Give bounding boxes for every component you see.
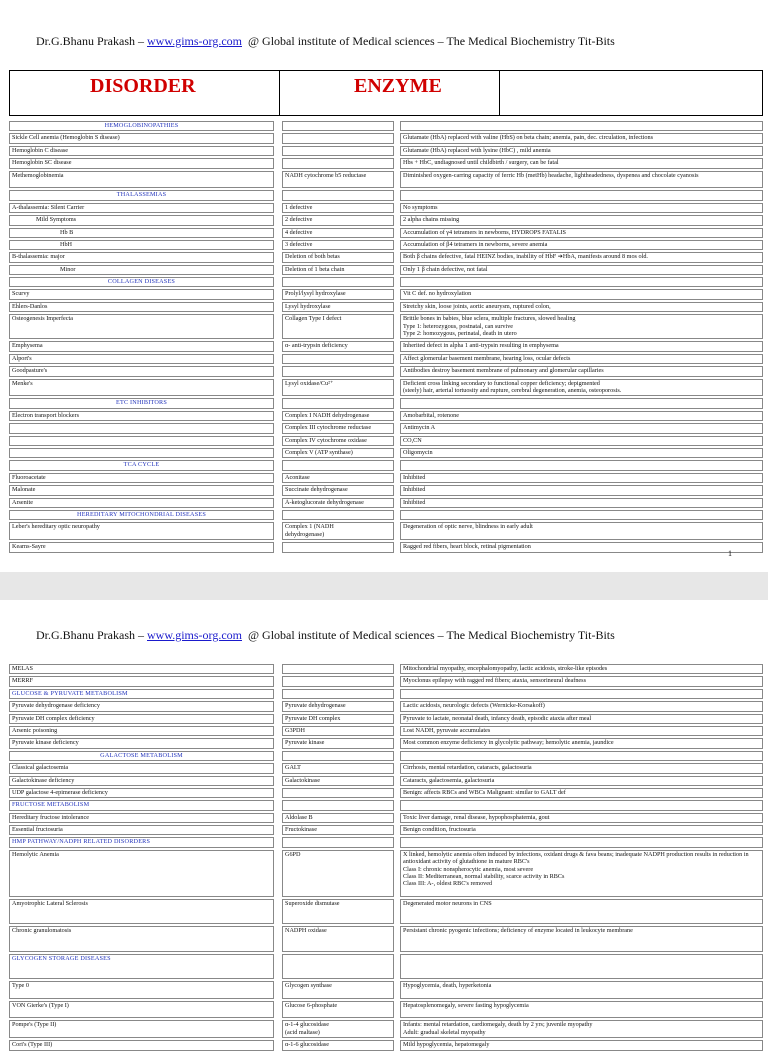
column-gap [274,460,282,470]
enzyme-cell: 4 defective [282,228,394,238]
table-row [9,354,763,364]
table-row [9,926,763,951]
enzyme-cell [282,366,394,376]
enzyme-column-title: ENZYME [354,75,442,97]
notes-cell: Benign: affects RBCs and WBCs Malignant: similar to GALT def [400,788,763,798]
column-gap [274,926,282,951]
enzyme-cell [282,133,394,143]
enzyme-cell: G3PDH [282,726,394,736]
table-row [9,850,763,897]
disorder-cell: Kearns-Sayre [9,542,274,552]
disorder-cell: HbH [9,240,274,250]
table-row [9,763,763,773]
table-row [9,379,763,397]
notes-cell: Persistant chronic pyogenic infections; deficiency of enzyme located in leukocyte membrane [400,926,763,951]
notes-cell [400,689,763,699]
column-gap [274,448,282,458]
notes-cell: Benign condition, fructosuria [400,825,763,835]
enzyme-cell: α-1-6 glucosidase [282,1040,394,1050]
enzyme-cell: Fructokinase [282,825,394,835]
table-row [9,676,763,686]
notes-cell: Lactic acidosis, neurologic defects (Wernicke-Korsakoff) [400,701,763,711]
table-row [9,1020,763,1038]
column-gap [274,825,282,835]
enzyme-cell [282,837,394,847]
enzyme-cell: α- anti-trypsin deficiency [282,341,394,351]
notes-cell [400,751,763,761]
notes-cell: Glutamate (HbA) replaced with valine (HbS) on beta chain; anemia, pain, dec. circulation, infections [400,133,763,143]
enzyme-cell: Complex I NADH dehydrogenase [282,411,394,421]
column-gap [274,203,282,213]
table-row [9,714,763,724]
table-row [9,240,763,250]
column-gap [274,228,282,238]
disorder-cell: Electron transport blockers [9,411,274,421]
column-gap [274,473,282,483]
notes-cell: Lost NADH, pyruvate accumulates [400,726,763,736]
section-title: GLYCOGEN STORAGE DISEASES [9,954,274,979]
enzyme-cell [282,190,394,200]
column-gap [274,314,282,339]
notes-cell: Myoclonus epilepsy with ragged red fibers; ataxia, sensorineural deafness [400,676,763,686]
table-row [9,498,763,508]
enzyme-cell: Prolyl/lysyl hydroxylase [282,289,394,299]
column-gap [274,510,282,520]
notes-cell: Amobarbital, rotenone [400,411,763,421]
disorder-cell: Amyotrophic Lateral Sclerosis [9,899,274,924]
column-gap [274,398,282,408]
enzyme-cell: NADPH oxidase [282,926,394,951]
enzyme-cell [282,689,394,699]
enzyme-cell: α-1-4 glucosidase (acid maltase) [282,1020,394,1038]
column-gap [274,763,282,773]
enzyme-cell [282,800,394,810]
section-header-row [9,190,763,200]
disorder-cell: Pyruvate dehydrogenase deficiency [9,701,274,711]
column-gap [274,726,282,736]
enzyme-cell: Succinate dehydrogenase [282,485,394,495]
page-header [36,34,615,49]
notes-cell: Inhibited [400,498,763,508]
notes-cell: Inhibited [400,473,763,483]
column-gap [274,423,282,433]
column-gap [274,133,282,143]
disorder-cell: MERRF [9,676,274,686]
column-gap [274,121,282,131]
section-header-row [9,800,763,810]
table-row [9,776,763,786]
table-row [9,289,763,299]
notes-cell: Brittle bones in babies, blue sclera, multiple fractures, slowed healing Type 1: heterozygous, postnatal, can survive Type 2: homozygous, perinatal, death in utero [400,314,763,339]
disorder-cell [9,423,274,433]
table-row [9,302,763,312]
notes-cell: Degenerated motor neurons in CNS [400,899,763,924]
notes-cell [400,954,763,979]
notes-cell: Ragged red fibers, heart block, retinal pigmentation [400,542,763,552]
disorder-cell: Minor [9,265,274,275]
notes-cell [400,398,763,408]
section-title: GALACTOSE METABOLISM [9,751,274,761]
disorder-column-title: DISORDER [90,75,196,97]
notes-cell [400,460,763,470]
column-gap [274,1040,282,1050]
disorder-cell: Scurvy [9,289,274,299]
enzyme-cell [282,676,394,686]
section-title: HMP PATHWAY/NADPH RELATED DISORDERS [9,837,274,847]
table-row [9,542,763,552]
header-author: Dr.G.Bhanu Prakash – [36,628,144,642]
column-gap [274,379,282,397]
notes-cell: Infants: mental retardation, cardiomegaly, death by 2 yrs; juvenile myopathy Adult: gradual skeletal myopathy [400,1020,763,1038]
column-gap [274,240,282,250]
column-gap [274,981,282,999]
table-row [9,981,763,999]
notes-cell: Hypoglycemia, death, hyperketonia [400,981,763,999]
section-header-row [9,277,763,287]
enzyme-cell [282,542,394,552]
notes-cell: Inhibited [400,485,763,495]
column-gap [274,1001,282,1019]
table-row [9,366,763,376]
column-gap [274,1020,282,1038]
enzyme-cell: 3 defective [282,240,394,250]
enzyme-cell [282,146,394,156]
column-gap [274,277,282,287]
enzyme-cell: NADH cytochrome b5 reductase [282,171,394,189]
enzyme-cell: Pyruvate DH complex [282,714,394,724]
enzyme-cell: Pyruvate dehydrogenase [282,701,394,711]
notes-cell: Accumulation of β4 tetramers in newborns, severe anemia [400,240,763,250]
enzyme-cell: Superoxide dismutase [282,899,394,924]
notes-cell [400,837,763,847]
column-gap [274,302,282,312]
disorder-cell: Methemoglobinemia [9,171,274,189]
table-row [9,473,763,483]
notes-cell: Pyruvate to lactate, neonatal death, infancy death, episodic ataxia after meal [400,714,763,724]
notes-cell [400,121,763,131]
disorder-cell: Mild Symptoms [9,215,274,225]
notes-cell: Vit C def. no hydroxylation [400,289,763,299]
column-gap [274,738,282,748]
enzyme-cell [282,121,394,131]
disorder-cell: Fluoroacetate [9,473,274,483]
disorder-cell: Pyruvate kinase deficiency [9,738,274,748]
disorder-cell: Hereditary fructose intolerance [9,813,274,823]
column-gap [274,751,282,761]
table-row [9,265,763,275]
table-row [9,215,763,225]
column-gap [274,252,282,262]
enzyme-cell: Galactokinase [282,776,394,786]
header-website-link[interactable]: www.gims-org.com [147,34,242,48]
section-title: HEREDITARY MITOCHONDRIAL DISEASES [9,510,274,520]
notes-cell: Mitochondrial myopathy, encephalomyopathy, lactic acidosis, stroke-like episodes [400,664,763,674]
table-row [9,825,763,835]
table-row [9,423,763,433]
page1-disorder-table [9,119,763,555]
disorder-cell [9,448,274,458]
enzyme-cell [282,788,394,798]
disorder-cell: Arsenic poisoning [9,726,274,736]
enzyme-cell: Aconitase [282,473,394,483]
disorder-cell: Pyruvate DH complex deficiency [9,714,274,724]
notes-cell: Affect glomerular basement membrane, hearing loss, ocular defects [400,354,763,364]
enzyme-cell: Complex 1 (NADH dehydrogenase) [282,522,394,540]
section-header-row [9,398,763,408]
notes-cell: Antimycin A [400,423,763,433]
disorder-cell: Malonate [9,485,274,495]
notes-cell: Both β chains defective, fatal HEINZ bodies, inability of HbF ➔HbA, manifests around 8 mos old. [400,252,763,262]
column-gap [274,436,282,446]
disorder-cell: UDP galactose 4-epimerase deficiency [9,788,274,798]
column-gap [274,664,282,674]
enzyme-cell: Glycogen synthase [282,981,394,999]
enzyme-cell: Complex III cytochrome reductase [282,423,394,433]
disorder-cell: Classical galactosemia [9,763,274,773]
section-title: FRUCTOSE METABOLISM [9,800,274,810]
disorder-cell: Cori's (Type III) [9,1040,274,1050]
table-row [9,436,763,446]
enzyme-cell [282,954,394,979]
column-gap [274,171,282,189]
notes-cell: 2 alpha chains missing [400,215,763,225]
section-title: GLUCOSE & PYRUVATE METABOLISM [9,689,274,699]
column-gap [274,542,282,552]
notes-cell: No symptoms [400,203,763,213]
disorder-cell: Pompe's (Type II) [9,1020,274,1038]
enzyme-cell: Aldolase B [282,813,394,823]
notes-cell: Antibodies destroy basement membrane of pulmonary and glomerular capillaries [400,366,763,376]
enzyme-cell: Á-ketoglucorate dehydrogenase [282,498,394,508]
table-row [9,341,763,351]
table-row [9,738,763,748]
column-gap [274,714,282,724]
page2-disorder-table [9,662,763,1053]
column-gap [274,837,282,847]
disorder-cell: Type 0 [9,981,274,999]
enzyme-cell: Deletion of 1 beta chain [282,265,394,275]
column-gap [274,522,282,540]
enzyme-cell [282,398,394,408]
notes-cell: Hepatosplenomegaly, severe fasting hypoglycemia [400,1001,763,1019]
disorder-cell: Hb B [9,228,274,238]
enzyme-cell [282,510,394,520]
enzyme-title-cell [280,71,500,115]
section-header-row [9,510,763,520]
column-gap [274,215,282,225]
notes-cell: Glutamate (HbA) replaced with lysine (HbC) , mild anemia [400,146,763,156]
enzyme-cell [282,277,394,287]
section-title: ETC INHIBITORS [9,398,274,408]
disorder-cell: Menke's [9,379,274,397]
enzyme-cell [282,354,394,364]
table-row [9,146,763,156]
notes-cell [400,277,763,287]
notes-cell: CO,CN [400,436,763,446]
notes-cell: Oligomycin [400,448,763,458]
enzyme-cell: Complex V (ATP synthase) [282,448,394,458]
section-title: TCA CYCLE [9,460,274,470]
notes-cell: Only 1 β chain defective, not fatal [400,265,763,275]
enzyme-cell [282,664,394,674]
enzyme-cell [282,751,394,761]
section-header-row [9,837,763,847]
column-gap [274,158,282,168]
notes-cell: Diminished oxygen-carring capacity of ferric Hb (metHb) headache, lightheadedness, dyspenea and chocolate cyanosis [400,171,763,189]
disorder-cell: Sickle Cell anemia (Hemoglobin S disease) [9,133,274,143]
table-row [9,314,763,339]
notes-cell: Mild hypoglycemia, hepatomegaly [400,1040,763,1050]
enzyme-cell [282,158,394,168]
disorder-cell: Hemoglobin C disease [9,146,274,156]
column-gap [274,146,282,156]
section-header-row [9,689,763,699]
notes-cell: X linked, hemolytic anemia often induced by infections, oxidant drugs & fava beans; inadequate NADPH production results in reduction in antioxidant activity of glutathione in mature RBC's Class I: chronic nonspherocytic anemia, most severe Class II: Mediterranean, normal stability, scarce activity in RBCs Class III: A-, oldest RBC's removed [400,850,763,897]
disorder-cell: Arsenite [9,498,274,508]
disorder-cell: Leber's hereditary optic neuropathy [9,522,274,540]
table-row [9,788,763,798]
page-header-2 [36,628,615,643]
column-gap [274,498,282,508]
table-row [9,701,763,711]
table-row [9,522,763,540]
column-gap [274,850,282,897]
column-gap [274,354,282,364]
column-gap [274,689,282,699]
table-row [9,813,763,823]
notes-cell [400,510,763,520]
enzyme-cell: 1 defective [282,203,394,213]
notes-cell [400,190,763,200]
column-gap [274,341,282,351]
section-title: HEMOGLOBINOPATHIES [9,121,274,131]
header-author: Dr.G.Bhanu Prakash – [36,34,144,48]
disorder-cell [9,436,274,446]
notes-cell: Most common enzyme deficiency in glycolytic pathway; hemolytic anemia, jaundice [400,738,763,748]
table-row [9,448,763,458]
notes-cell: Hbs + HbC, undiagnosed until childbirth / surgery, can be fatal [400,158,763,168]
column-gap [274,776,282,786]
disorder-cell: A-thalassemia: Silent Carrier [9,203,274,213]
column-title-row [9,70,763,116]
table-row [9,171,763,189]
column-gap [274,954,282,979]
section-header-row [9,460,763,470]
section-header-row [9,121,763,131]
disorder-cell: Chronic granulomatosis [9,926,274,951]
enzyme-cell: Lysyl hydroxylase [282,302,394,312]
section-header-row [9,751,763,761]
table-row [9,485,763,495]
table-row [9,158,763,168]
notes-cell: Accumulation of γ4 tetramers in newborns, HYDROPS FATALIS [400,228,763,238]
section-header-row [9,954,763,979]
enzyme-cell: 2 defective [282,215,394,225]
column-gap [274,676,282,686]
table-row [9,1040,763,1050]
notes-cell: Degeneration of optic nerve, blindness in early adult [400,522,763,540]
notes-cell: Cataracts, galactosemia, galactosuria [400,776,763,786]
notes-cell: Inherited defect in alpha 1 anti-trypsin resulting in emphysema [400,341,763,351]
header-website-link[interactable]: www.gims-org.com [147,628,242,642]
column-gap [274,289,282,299]
table-row [9,133,763,143]
disorder-cell: Hemolytic Anemia [9,850,274,897]
enzyme-cell: Lysyl oxidase/Cu²⁺ [282,379,394,397]
enzyme-cell: Pyruvate kinase [282,738,394,748]
table-row [9,1001,763,1019]
table-row [9,899,763,924]
column-gap [274,190,282,200]
notes-cell [400,800,763,810]
header-title: @ Global institute of Medical sciences – The Medical Biochemistry Tit-Bits [248,628,615,642]
table-row [9,664,763,674]
disorder-cell: Osteogenesis Imperfecta [9,314,274,339]
table-row [9,411,763,421]
enzyme-cell: Complex IV cytochrome oxidase [282,436,394,446]
disorder-cell: Hemoglobin SC disease [9,158,274,168]
enzyme-cell: Deletion of both betas [282,252,394,262]
header-title: @ Global institute of Medical sciences – The Medical Biochemistry Tit-Bits [248,34,615,48]
disorder-cell: Ehlers-Danlos [9,302,274,312]
enzyme-cell: G6PD [282,850,394,897]
enzyme-cell: Glucose 6-phosphate [282,1001,394,1019]
column-gap [274,265,282,275]
column-gap [274,411,282,421]
disorder-cell: Emphysema [9,341,274,351]
page-gap [0,572,768,600]
section-title: COLLAGEN DISEASES [9,277,274,287]
column-gap [274,899,282,924]
disorder-title-cell [10,71,280,115]
column-gap [274,366,282,376]
enzyme-cell: Collagen Type I defect [282,314,394,339]
column-gap [274,800,282,810]
column-gap [274,788,282,798]
disorder-cell: Essential fructosuria [9,825,274,835]
disorder-cell: Goodpasture's [9,366,274,376]
table-row [9,726,763,736]
notes-cell: Toxic liver damage, renal disease, hypophosphatemia, gout [400,813,763,823]
table-row [9,203,763,213]
section-title: THALASSEMIAS [9,190,274,200]
disorder-cell: MELAS [9,664,274,674]
column-gap [274,813,282,823]
table-row [9,228,763,238]
notes-cell: Deficient cross linking secondary to functional copper deficiency; depigmented (steely) hair, arterial tortuosity and rupture, cerebral degeneration, anemia, osteoporosis. [400,379,763,397]
disorder-cell: VON Gierke's (Type I) [9,1001,274,1019]
column-gap [274,701,282,711]
disorder-cell: B-thalassemia: major [9,252,274,262]
page-number: 1 [728,549,732,558]
notes-cell: Cirrhosis, mental retardation, cataracts, galactosuria [400,763,763,773]
disorder-cell: Alport's [9,354,274,364]
table-row [9,252,763,262]
enzyme-cell [282,460,394,470]
notes-cell: Stretchy skin, loose joints, aortic aneurysm, ruptured colon, [400,302,763,312]
column-gap [274,485,282,495]
enzyme-cell: GALT [282,763,394,773]
disorder-cell: Galactokinase deficiency [9,776,274,786]
